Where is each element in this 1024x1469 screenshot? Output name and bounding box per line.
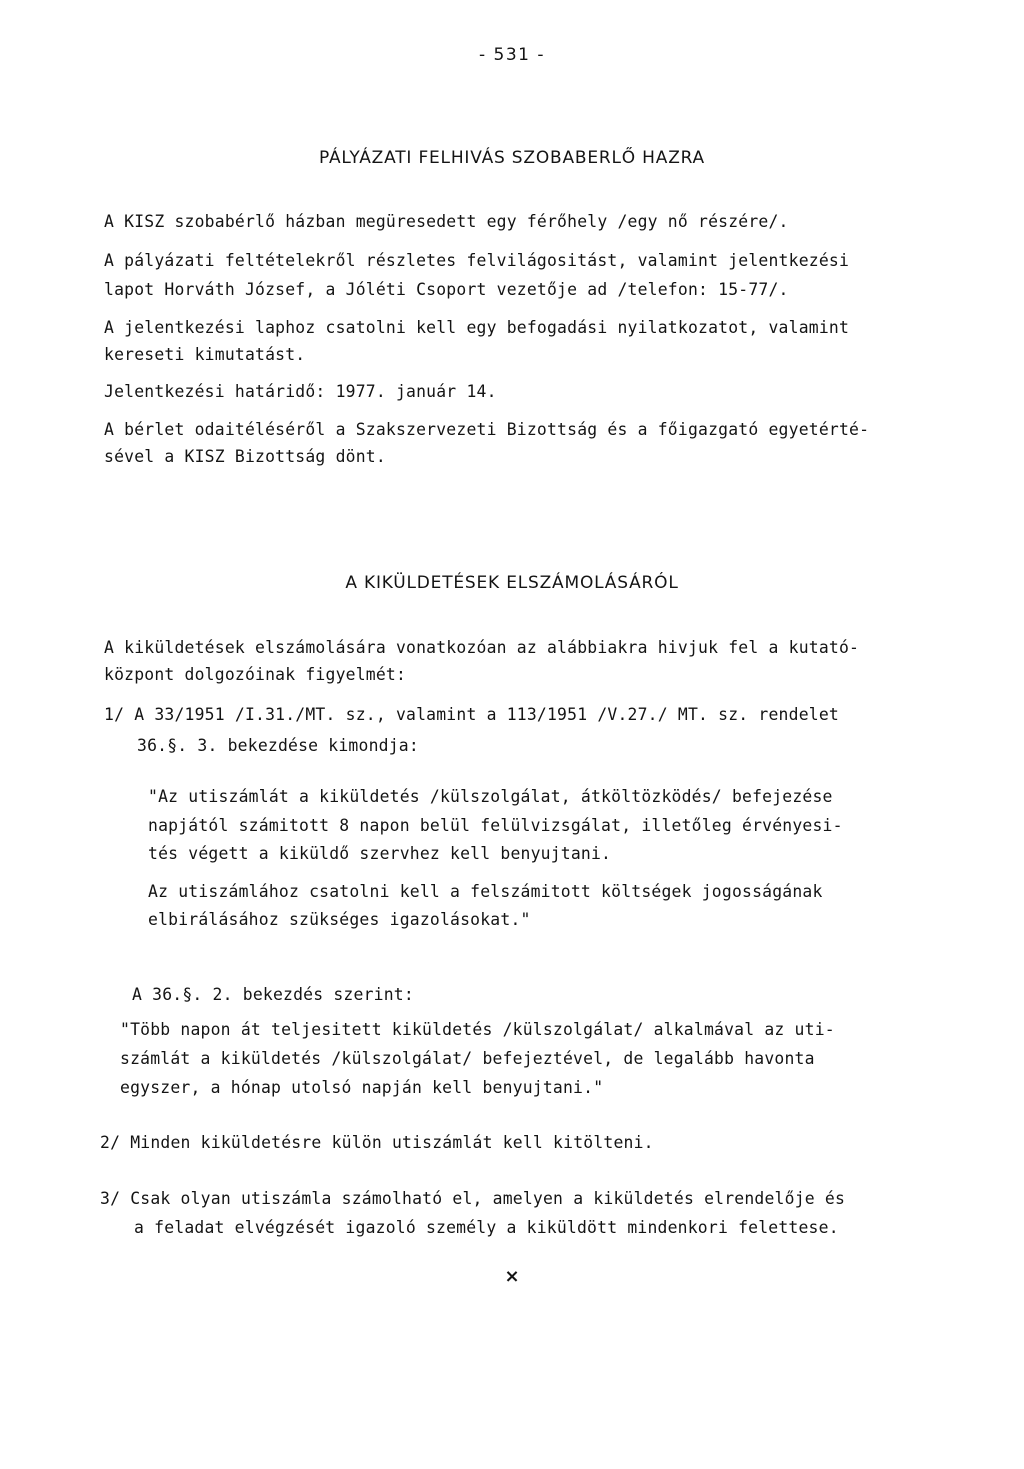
quote-line: Az utiszámlához csatolni kell a felszámitott költségek jogosságának — [148, 882, 823, 901]
paragraph-line: lapot Horváth József, a Jóléti Csoport vezetője ad /telefon: 15-77/. — [104, 280, 789, 299]
section-title-kikuldetesek: A KIKÜLDETÉSEK ELSZÁMOLÁSÁRÓL — [345, 573, 679, 593]
list-item-1-line: 36.§. 3. bekezdése kimondja: — [137, 736, 419, 755]
paragraph-line: központ dolgozóinak figyelmét: — [104, 665, 407, 684]
quote-line: számlát a kiküldetés /külszolgálat/ befejeztével, de legalább havonta — [120, 1049, 815, 1068]
paragraph-line: sével a KISZ Bizottság dönt. — [104, 447, 386, 466]
quote-line: napjától számitott 8 napon belül felülvizsgálat, illetőleg érvényesi- — [148, 816, 843, 835]
paragraph-line: A jelentkezési laphoz csatolni kell egy befogadási nyilatkozatot, valamint — [104, 318, 850, 337]
list-item-3-line: 3/ Csak olyan utiszámla számolható el, amelyen a kiküldetés elrendelője és — [100, 1189, 846, 1208]
end-mark: × — [504, 1266, 520, 1287]
list-item-1-line: 1/ A 33/1951 /I.31./MT. sz., valamint a 113/1951 /V.27./ MT. sz. rendelet — [104, 705, 839, 724]
list-item-2-line: 2/ Minden kiküldetésre külön utiszámlát kell kitölteni. — [100, 1133, 654, 1152]
quote-line: elbirálásához szükséges igazolásokat." — [148, 910, 531, 929]
section-title-palyazati-felhivas: PÁLYÁZATI FELHIVÁS SZOBABERLŐ HAZRA — [318, 148, 705, 168]
quote-line: tés végett a kiküldő szervhez kell benyujtani. — [148, 844, 612, 863]
paragraph-line: A kiküldetések elszámolására vonatkozóan az alábbiakra hivjuk fel a kutató- — [104, 638, 860, 657]
list-item-3-line: a feladat elvégzését igazoló személy a kiküldött mindenkori felettese. — [134, 1218, 839, 1237]
paragraph-line: Jelentkezési határidő: 1977. január 14. — [104, 382, 497, 401]
quote-line: "Több napon át teljesitett kiküldetés /külszolgálat/ alkalmával az uti- — [120, 1020, 835, 1039]
quote-line: egyszer, a hónap utolsó napján kell benyujtani." — [120, 1078, 604, 1097]
paragraph-line: A bérlet odaitéléséről a Szakszervezeti Bizottság és a főigazgató egyetérté- — [104, 420, 870, 439]
paragraph-line: A KISZ szobabérlő házban megüresedett egy férőhely /egy nő részére/. — [104, 212, 789, 231]
paragraph-line: A pályázati feltételekről részletes felvilágositást, valamint jelentkezési — [104, 251, 850, 270]
page-number: - 531 - — [478, 45, 546, 65]
paragraph-line: A 36.§. 2. bekezdés szerint: — [132, 985, 414, 1004]
paragraph-line: kereseti kimutatást. — [104, 345, 306, 364]
quote-line: "Az utiszámlát a kiküldetés /külszolgálat, átköltözködés/ befejezése — [148, 787, 833, 806]
